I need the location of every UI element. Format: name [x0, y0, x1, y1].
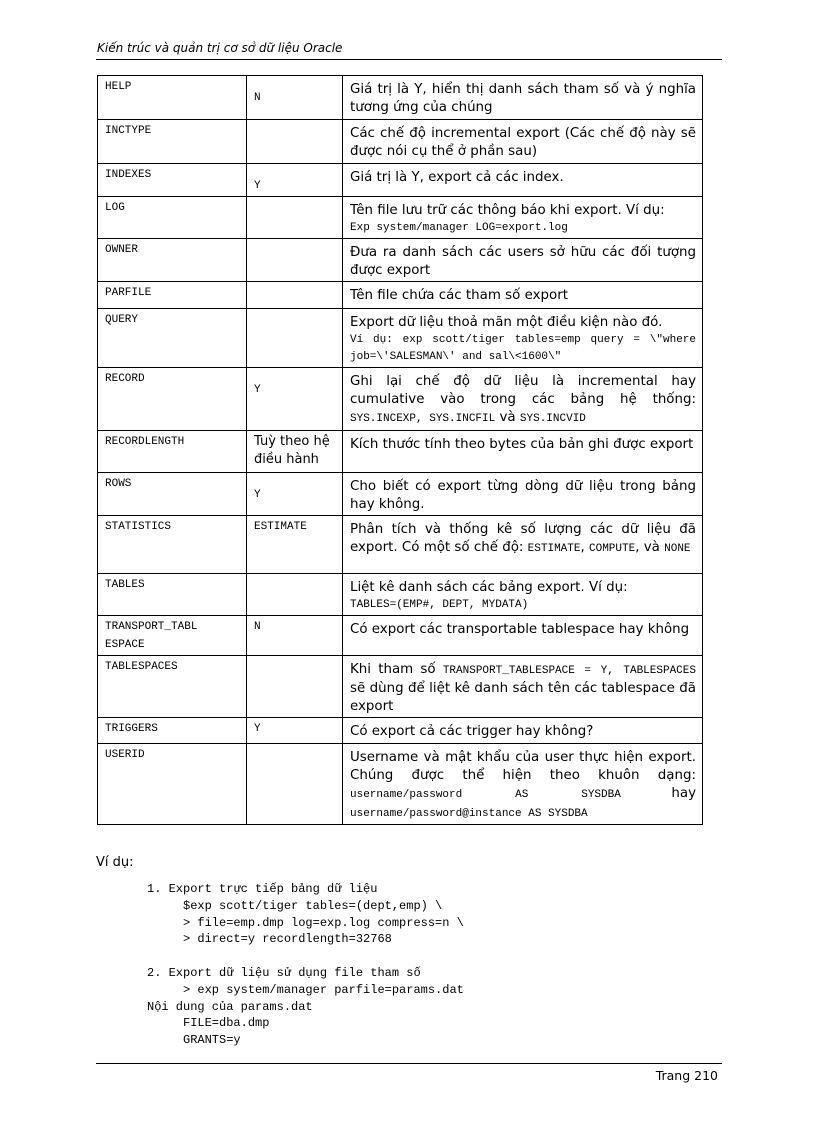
- param-name: TRANSPORT_TABL ESPACE: [98, 616, 247, 656]
- param-name: TABLES: [98, 574, 247, 616]
- param-name: USERID: [98, 744, 247, 825]
- param-description: [343, 120, 703, 164]
- param-default: Y: [247, 473, 343, 516]
- param-default: Tuỳ theo hệ điều hành: [247, 431, 343, 473]
- desc-code: Exp system/manager LOG=export.log: [350, 222, 568, 234]
- param-default: [247, 282, 343, 309]
- param-description: [343, 718, 703, 744]
- param-description: [343, 239, 703, 282]
- param-description: [343, 197, 703, 239]
- param-row: [98, 574, 703, 616]
- desc-part: COMPUTE: [589, 543, 636, 555]
- param-default: [247, 744, 343, 825]
- page-header: Kiến trúc và quản trị cơ sở dữ liệu Oracle: [97, 41, 343, 55]
- param-default: [247, 239, 343, 282]
- header-divider: [96, 59, 722, 60]
- param-description: [343, 309, 703, 368]
- param-description: [343, 516, 703, 574]
- desc-text: Cho biết có export từng dòng dữ liệu trong bảng hay không.: [350, 479, 696, 512]
- desc-text: Export dữ liệu thoả mãn một điều kiện nào đó.: [350, 315, 663, 330]
- param-description: [343, 76, 703, 120]
- param-name: TRIGGERS: [98, 718, 247, 744]
- parameter-table: [97, 75, 703, 825]
- param-row: [98, 309, 703, 368]
- desc-part: và: [495, 410, 520, 425]
- param-default: Y: [247, 368, 343, 431]
- example-line: Nội dung của params.dat: [147, 999, 313, 1014]
- desc-text: Tên file chứa các tham số export: [350, 288, 568, 303]
- param-default: [247, 656, 343, 718]
- param-description: [343, 164, 703, 197]
- param-description: [343, 473, 703, 516]
- example-line: 1. Export trực tiếp bảng dữ liệu: [147, 882, 378, 896]
- param-row: [98, 718, 703, 744]
- param-row: [98, 120, 703, 164]
- desc-text: Có export cả các trigger hay không?: [350, 724, 594, 739]
- desc-part: ,: [580, 540, 589, 555]
- desc-text: Các chế độ incremental export (Các chế độ này sẽ được nói cụ thể ở phần sau): [350, 126, 696, 159]
- desc-part: , và: [635, 540, 665, 555]
- param-description: [343, 368, 703, 431]
- desc-code: Ví dụ: exp scott/tiger tables=emp query = \"where job=\'SALESMAN\' and sal\<1600\": [350, 334, 696, 363]
- param-default: [247, 574, 343, 616]
- example-line: GRANTS=y: [147, 1033, 241, 1048]
- param-default: [247, 197, 343, 239]
- example-line: > exp system/manager parfile=params.dat: [147, 982, 464, 997]
- param-row: [98, 473, 703, 516]
- param-name: RECORDLENGTH: [98, 431, 247, 473]
- param-row: [98, 76, 703, 120]
- param-name: OWNER: [98, 239, 247, 282]
- example-line: $exp scott/tiger tables=(dept,emp) \: [147, 898, 443, 913]
- desc-part: username/password AS SYSDBA: [350, 789, 621, 801]
- desc-part: ESTIMATE: [527, 543, 581, 555]
- desc-text: Giá trị là Y, hiển thị danh sách tham số và ý nghĩa tương ứng của chúng: [350, 82, 696, 115]
- param-row: [98, 616, 703, 656]
- param-default: [247, 309, 343, 368]
- desc-text: Giá trị là Y, export cả các index.: [350, 170, 564, 185]
- desc-part: hay: [620, 786, 696, 801]
- param-name: INCTYPE: [98, 120, 247, 164]
- desc-part: TRANSPORT_TABLESPACE = Y, TABLESPACES: [442, 665, 696, 677]
- param-name: STATISTICS: [98, 516, 247, 574]
- desc-text: Kích thước tính theo bytes của bản ghi được export: [350, 437, 694, 452]
- desc-text: Tên file lưu trữ các thông báo khi export. Ví dụ:: [350, 203, 665, 218]
- param-description: [343, 616, 703, 656]
- desc-part: username/password@instance AS SYSDBA: [350, 808, 588, 820]
- param-name: ROWS: [98, 473, 247, 516]
- param-description: [343, 282, 703, 309]
- example-line: > file=emp.dmp log=exp.log compress=n \: [147, 915, 464, 930]
- param-row: [98, 239, 703, 282]
- param-row: [98, 516, 703, 574]
- desc-part: Username và mật khẩu của user thực hiện export. Chúng được thể hiện theo khuôn dạng:: [350, 750, 696, 783]
- param-name: PARFILE: [98, 282, 247, 309]
- param-row: [98, 431, 703, 473]
- param-name: RECORD: [98, 368, 247, 431]
- param-default: Y: [247, 718, 343, 744]
- param-description: [343, 744, 703, 825]
- example-line: > direct=y recordlength=32768: [147, 932, 392, 947]
- desc-part: Khi tham số: [350, 662, 443, 677]
- param-name: HELP: [98, 76, 247, 120]
- param-name: QUERY: [98, 309, 247, 368]
- param-name: LOG: [98, 197, 247, 239]
- example-line: FILE=dba.dmp: [147, 1016, 270, 1031]
- desc-part: Phân tích và thống kê số lượng các dữ liệu đã export. Có một số chế độ:: [350, 522, 696, 555]
- param-default: Y: [247, 164, 343, 197]
- param-description: [343, 431, 703, 473]
- param-default: N: [247, 616, 343, 656]
- param-row: [98, 656, 703, 718]
- desc-text: Đưa ra danh sách các users sở hữu các đối tượng được export: [350, 245, 696, 278]
- desc-code: TABLES=(EMP#, DEPT, MYDATA): [350, 599, 529, 611]
- example-code: [147, 881, 464, 1049]
- param-row: [98, 282, 703, 309]
- desc-part: SYS.INCEXP, SYS.INCFIL: [350, 413, 496, 425]
- page-number: Trang 210: [655, 1068, 718, 1083]
- desc-text: Có export các transportable tablespace hay không: [350, 622, 690, 637]
- param-name: TABLESPACES: [98, 656, 247, 718]
- footer-divider: [96, 1063, 722, 1064]
- desc-part: SYS.INCVID: [519, 413, 586, 425]
- param-description: [343, 656, 703, 718]
- param-row: [98, 197, 703, 239]
- desc-part: Ghi lại chế độ dữ liệu là incremental hay cumulative vào trong các bảng hệ thống:: [350, 374, 696, 407]
- example-line: 2. Export dữ liệu sử dụng file tham số: [147, 965, 421, 980]
- param-row: [98, 164, 703, 197]
- param-row: [98, 744, 703, 825]
- desc-part: NONE: [664, 543, 691, 555]
- param-description: [343, 574, 703, 616]
- desc-part: sẽ dùng để liệt kê danh sách tên các tablespace đã export: [350, 681, 696, 714]
- desc-text: Liệt kê danh sách các bảng export. Ví dụ:: [350, 580, 628, 595]
- param-default: N: [247, 76, 343, 120]
- param-default: [247, 120, 343, 164]
- example-label: Ví dụ:: [96, 855, 134, 870]
- param-row: [98, 368, 703, 431]
- param-default: ESTIMATE: [247, 516, 343, 574]
- param-name: INDEXES: [98, 164, 247, 197]
